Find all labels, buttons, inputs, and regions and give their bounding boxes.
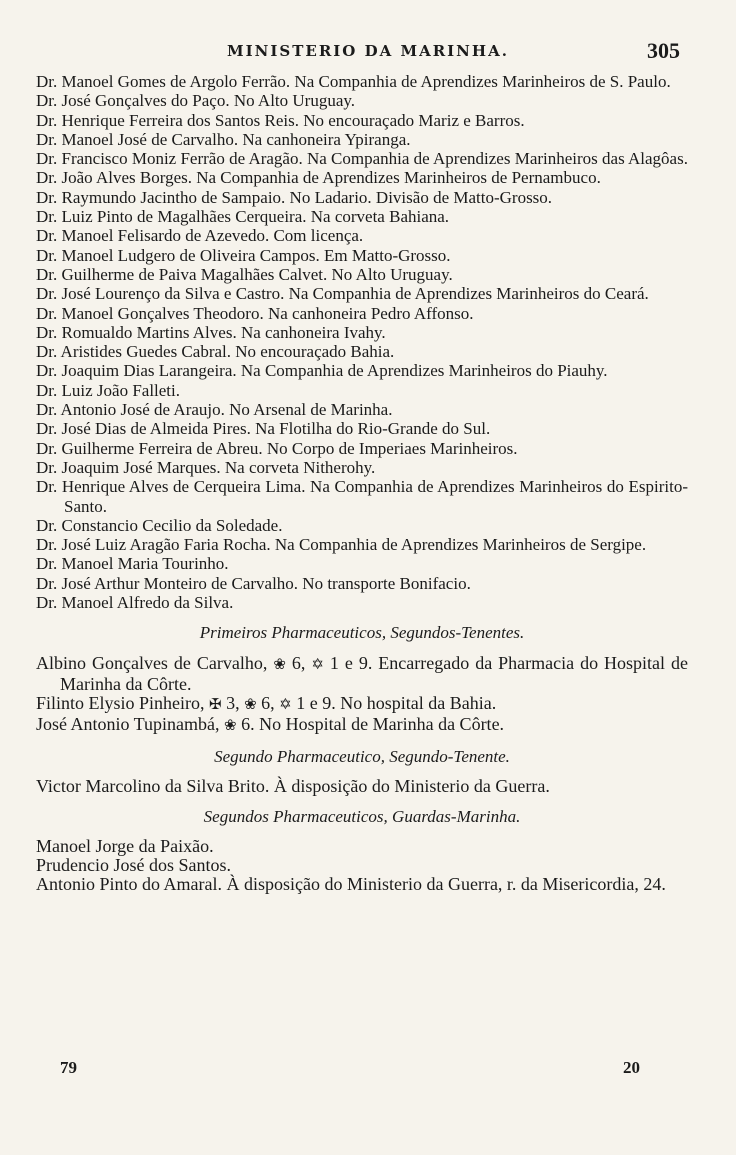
- list-item: Antonio Pinto do Amaral. À disposição do Ministerio da Guerra, r. da Misericordia, 24.: [36, 874, 666, 895]
- page-number: 305: [647, 38, 680, 63]
- list-item: Dr. Constancio Cecilio da Soledade.: [36, 515, 283, 535]
- page-footer: [60, 1058, 640, 1080]
- list-item: Dr. Manoel Gonçalves Theodoro. Na canhoneira Pedro Affonso.: [36, 303, 474, 323]
- list-item: Dr. José Arthur Monteiro de Carvalho. No transporte Bonifacio.: [36, 573, 471, 593]
- list-item: Dr. Guilherme Ferreira de Abreu. No Corpo de Imperiaes Marinheiros.: [36, 438, 518, 458]
- section-title-second-pharmacists: Segundos Pharmaceuticos, Guardas-Marinha.: [203, 806, 521, 826]
- list-item: Dr. José Luiz Aragão Faria Rocha. Na Companhia de Aprendizes Marinheiros de Sergipe.: [36, 535, 647, 555]
- list-item: Dr. Manoel Alfredo da Silva.: [36, 593, 234, 613]
- list-item: Dr. Francisco Moniz Ferrão de Aragão. Na Companhia de Aprendizes Marinheiros das Alagôas.: [36, 149, 688, 169]
- person-name: José Antonio Tupinambá,: [36, 713, 220, 734]
- list-item: José Antonio Tupinambá, ❀ 6. No Hospital de Marinha da Côrte.: [36, 713, 505, 734]
- list-item: Albino Gonçalves de Carvalho, ❀ 6, ✡ 1 e 9. Encarregado da Pharmacia do Hospital de Marinha da Côrte.: [36, 652, 689, 694]
- star-order-icon: ✡: [279, 696, 292, 713]
- list-item: Dr. Raymundo Jacintho de Sampaio. No Ladario. Divisão de Matto-Grosso.: [36, 187, 553, 207]
- list-item: Dr. Manoel Ludgero de Oliveira Campos. Em Matto-Grosso.: [36, 245, 451, 265]
- person-name: Filinto Elysio Pinheiro,: [36, 692, 205, 713]
- first-pharmacists-list: [36, 654, 688, 736]
- sheet-number: 20: [623, 1058, 640, 1077]
- list-item: Dr. João Alves Borges. Na Companhia de Aprendizes Marinheiros de Pernambuco.: [36, 168, 601, 188]
- list-item: Dr. Manoel José de Carvalho. Na canhoneira Ypiranga.: [36, 129, 411, 149]
- list-item: Dr. José Dias de Almeida Pires. Na Flotilha do Rio-Grande do Sul.: [36, 419, 491, 439]
- rose-order-icon: ❀: [244, 696, 257, 713]
- list-item: Dr. Guilherme de Paiva Magalhães Calvet. No Alto Uruguay.: [36, 264, 453, 284]
- list-item: Dr. Manoel Felisardo de Azevedo. Com licença.: [36, 226, 364, 246]
- star-order-icon: ✡: [311, 656, 324, 673]
- list-item: Dr. Aristides Guedes Cabral. No encouraçado Bahia.: [36, 342, 395, 362]
- list-item: Dr. Joaquim Dias Larangeira. Na Companhia de Aprendizes Marinheiros do Piauhy.: [36, 361, 608, 381]
- list-item: Dr. Manoel Gomes de Argolo Ferrão. Na Companhia de Aprendizes Marinheiros de S. Paulo.: [36, 72, 671, 91]
- list-item: Dr. Henrique Alves de Cerqueira Lima. Na Companhia de Aprendizes Marinheiros do Espirito-Santo.: [36, 477, 688, 516]
- list-item: Dr. Manoel Maria Tourinho.: [36, 554, 229, 574]
- list-item: Prudencio José dos Santos.: [36, 855, 231, 876]
- list-item: Victor Marcolino da Silva Brito. À disposição do Ministerio da Guerra.: [36, 775, 550, 796]
- second-pharmacist-list: [36, 777, 688, 796]
- list-item: Dr. José Gonçalves do Paço. No Alto Uruguay.: [36, 91, 356, 111]
- second-pharmacists-list: [36, 837, 688, 894]
- list-item: Filinto Elysio Pinheiro, ✠ 3, ❀ 6, ✡ 1 e 9. No hospital da Bahia.: [36, 692, 497, 713]
- rose-order-icon: ❀: [224, 717, 237, 734]
- list-item: Dr. Joaquim José Marques. Na corveta Nitherohy.: [36, 457, 376, 477]
- list-item: Manoel Jorge da Paixão.: [36, 836, 214, 857]
- list-item: Dr. Luiz Pinto de Magalhães Cerqueira. Na corveta Bahiana.: [36, 207, 450, 227]
- list-item: Dr. Henrique Ferreira dos Santos Reis. No encouraçado Mariz e Barros.: [36, 110, 525, 130]
- list-item: Dr. Antonio José de Araujo. No Arsenal de Marinha.: [36, 400, 393, 420]
- page-header: [0, 38, 736, 68]
- cross-order-icon: ✠: [209, 696, 222, 713]
- medical-officers-list: [36, 72, 688, 612]
- list-item: Dr. Romualdo Martins Alves. Na canhoneira Ivahy.: [36, 322, 386, 342]
- list-item: Dr. José Lourenço da Silva e Castro. Na Companhia de Aprendizes Marinheiros do Ceará.: [36, 284, 649, 304]
- running-head: MINISTERIO DA MARINHA.: [227, 42, 509, 60]
- section-title-first-pharmacists: Primeiros Pharmaceuticos, Segundos-Tenentes.: [199, 623, 525, 643]
- page-body: [36, 72, 688, 894]
- signature-mark: 79: [60, 1058, 77, 1077]
- list-item: Dr. Luiz João Falleti.: [36, 380, 181, 400]
- section-title-second-pharmacist: Segundo Pharmaceutico, Segundo-Tenente.: [214, 746, 510, 766]
- rose-order-icon: ❀: [273, 656, 286, 673]
- person-name: Albino Gonçalves de Carvalho,: [36, 652, 268, 673]
